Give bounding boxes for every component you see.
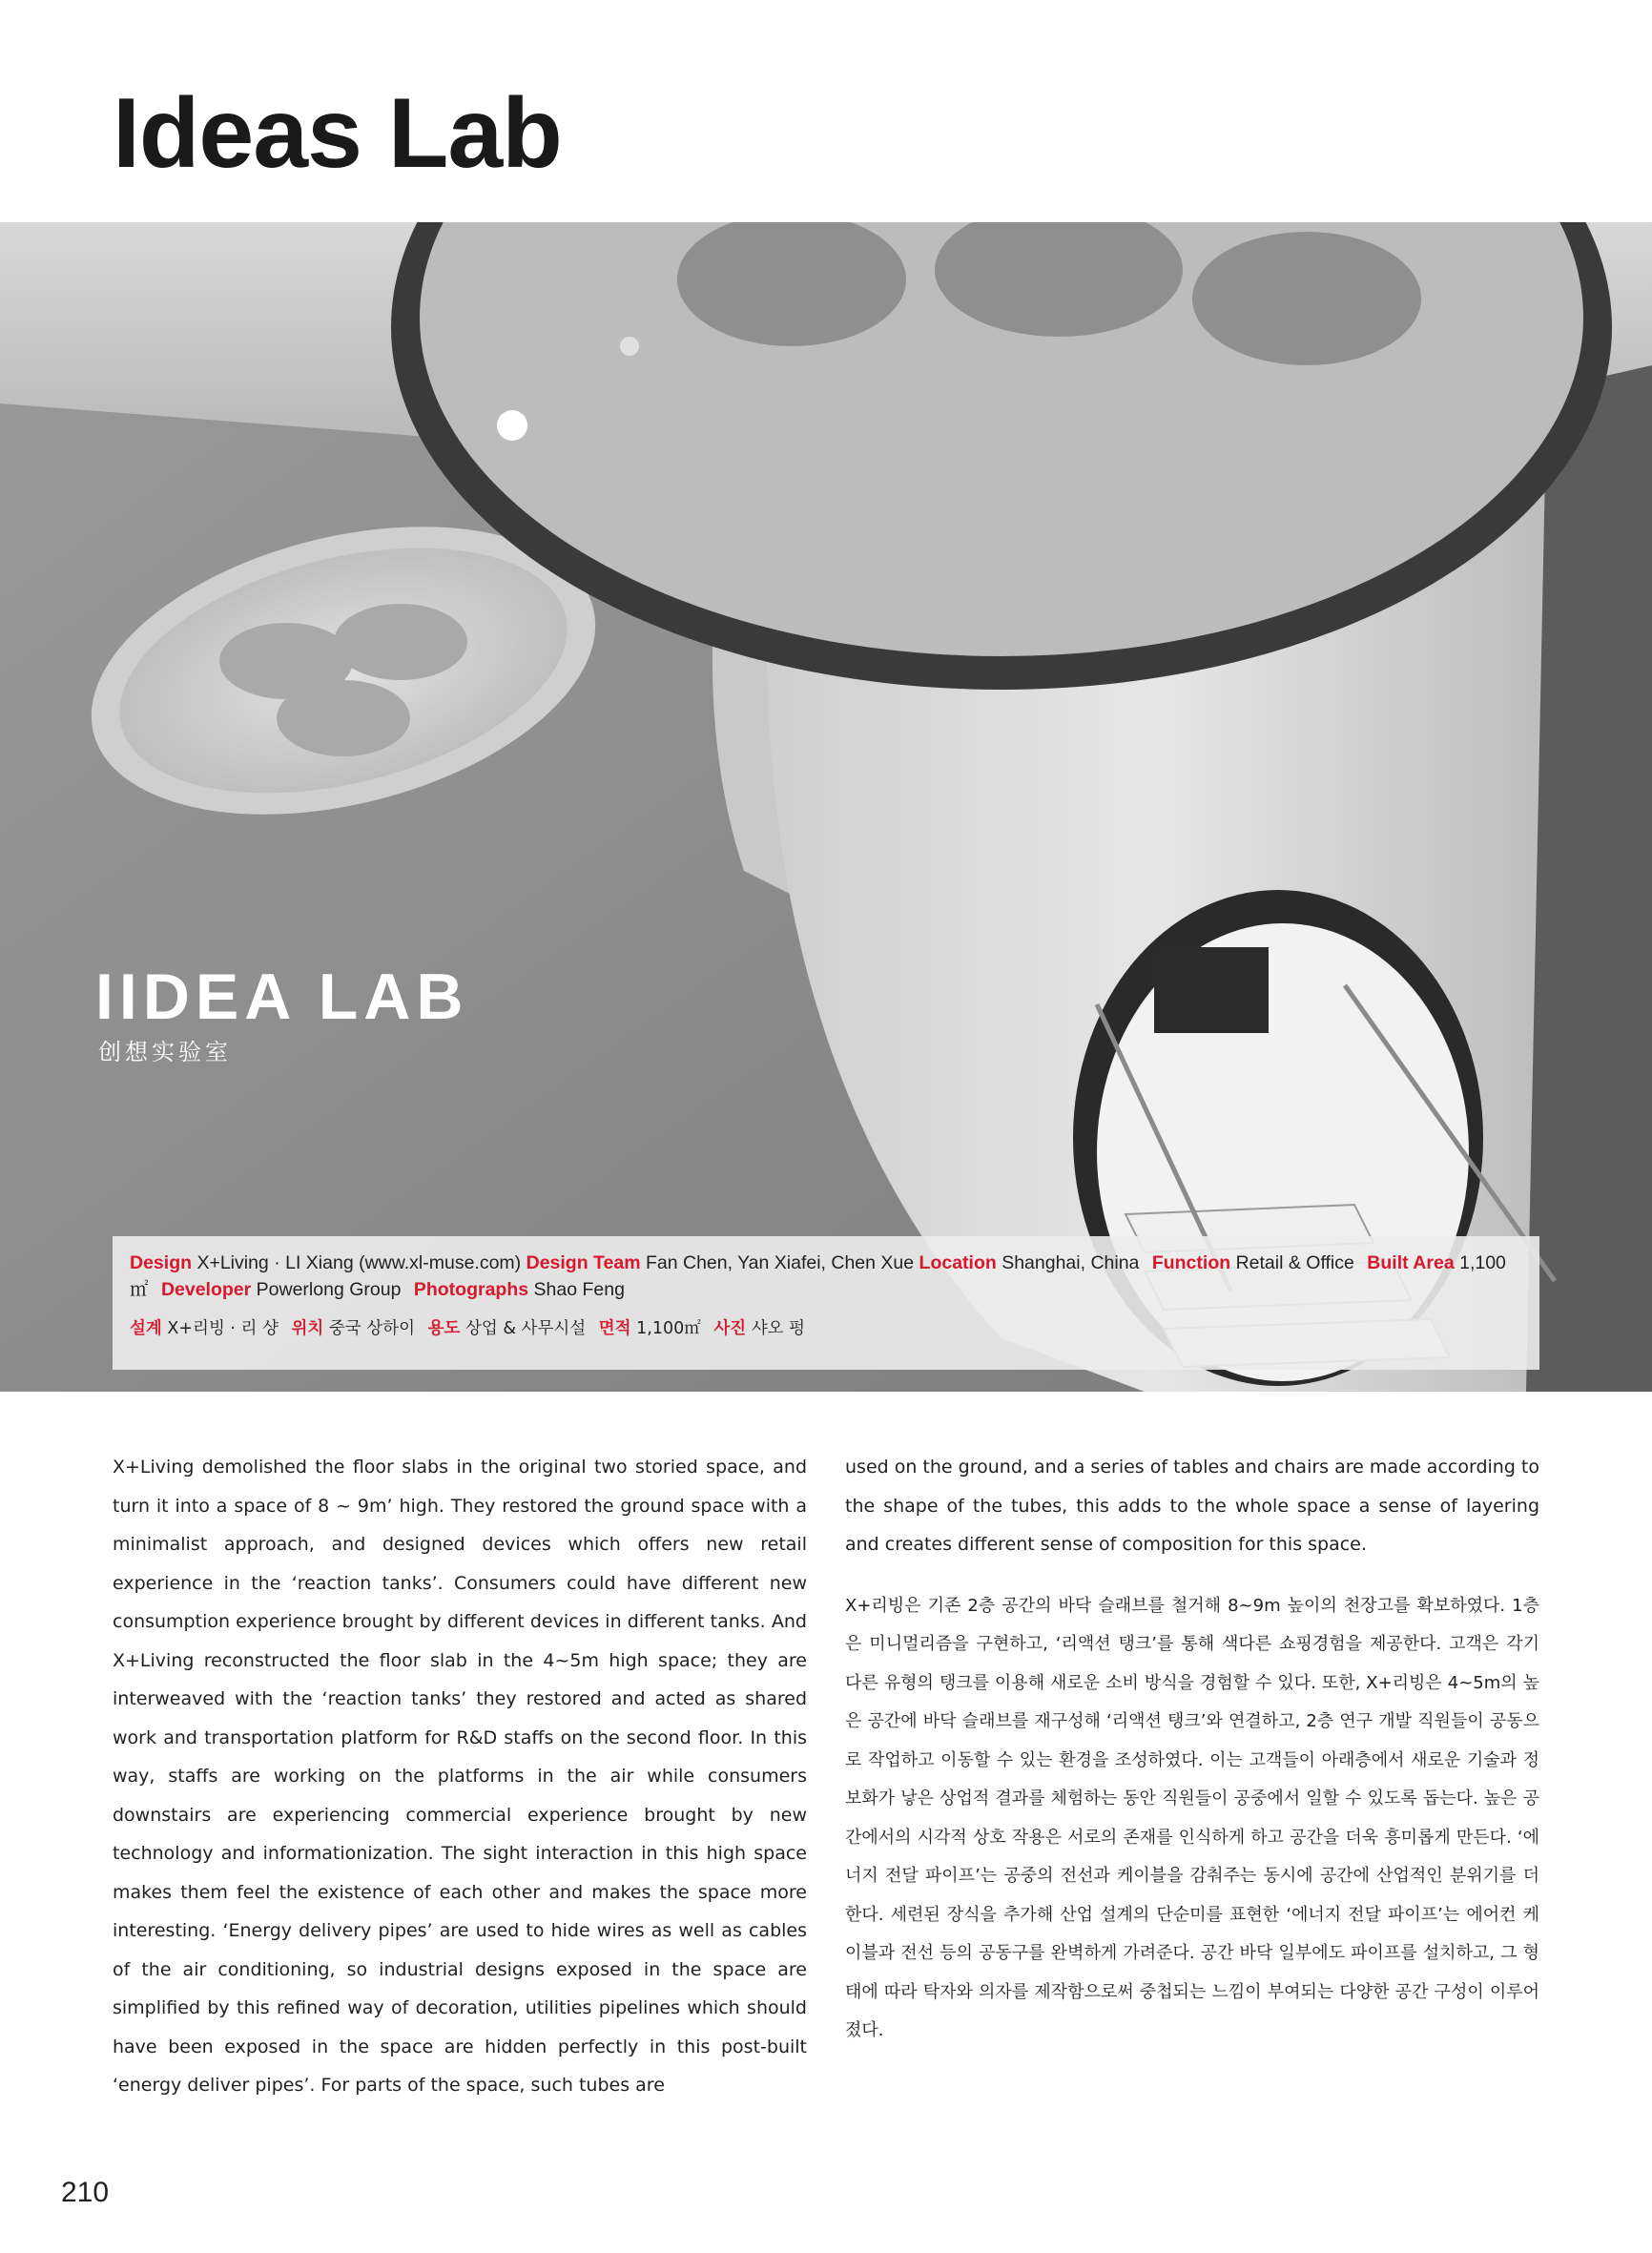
credit-label: Design — [130, 1252, 193, 1273]
credits-box — [113, 1236, 1539, 1370]
credits-korean — [130, 1317, 1522, 1341]
credit-value: 1,100㎡ — [636, 1318, 701, 1338]
body-column-right — [845, 1448, 1539, 2051]
credit-value: X+Living · LI Xiang (www.xl-muse.com) — [196, 1252, 522, 1273]
ceiling-light — [620, 337, 639, 356]
body-column-left — [113, 1448, 807, 2105]
credit-label: 면적 — [598, 1318, 631, 1338]
article-title: Ideas Lab — [113, 78, 562, 189]
ceiling-light — [497, 410, 527, 441]
credit-value: Shao Feng — [533, 1279, 625, 1301]
credit-label: 사진 — [713, 1318, 747, 1338]
credit-label: Design Team — [526, 1252, 641, 1273]
body-text-english-continued: used on the ground, and a series of tables and chairs are made according to the shape of the tubes, this adds to the whole space a sense of layering and creates different sense of composition for this space. — [845, 1457, 1539, 1555]
credit-value: 샤오 펑 — [751, 1318, 805, 1338]
credit-value: Retail & Office — [1235, 1252, 1354, 1273]
credit-value: 상업 & 사무시설 — [465, 1318, 587, 1338]
credit-label: 용도 — [427, 1318, 461, 1338]
credit-value: 중국 상하이 — [328, 1318, 415, 1338]
credit-label: Built Area — [1367, 1252, 1455, 1273]
page-number: 210 — [61, 2177, 110, 2208]
credit-label: 설계 — [130, 1318, 162, 1338]
credit-label: Photographs — [413, 1279, 529, 1301]
interior-photo — [0, 222, 1652, 1392]
credits-english — [130, 1250, 1522, 1304]
credit-label: Location — [919, 1252, 997, 1273]
credit-label: Function — [1151, 1252, 1231, 1273]
sign-chinese: 创想实验室 — [98, 1039, 232, 1065]
credit-label: 위치 — [291, 1318, 324, 1338]
credit-value: X+리빙 · 리 샹 — [167, 1318, 279, 1338]
body-text-korean: X+리빙은 기존 2층 공간의 바닥 슬래브를 철거해 8~9m 높이의 천장고를 확보하였다. 1층은 미니멀리즘을 구현하고, ‘리액션 탱크’를 통해 색다른 쇼핑경험을 제공한다. 고객은 각기 다른 유형의 탱크를 이용해 새로운 소비 방식을 경험할 수 있다. 또한, X+리빙은 4~5m의 높은 공간에 바닥 슬래브를 재구성해 ‘리액션 탱크’와 연결하고, 2층 연구 개발 직원들이 공동으로 작업하고 이동할 수 있는 환경을 조성하였다. 이는 고객들이 아래층에서 새로운 기술과 정보화가 낳은 상업적 결과를 체험하는 동안 직원들이 공중에서 일할 수 있도록 돕는다. 높은 공간에서의 시각적 상호 작용은 서로의 존재를 인식하게 하고 공간을 더욱 흥미롭게 만든다. ‘에너지 전달 파이프’는 공중의 전선과 케이블을 감춰주는 동시에 공간에 산업적인 분위기를 더한다. 세련된 장식을 추가해 산업 설계의 단순미를 표현한 ‘에너지 전달 파이프’는 에어컨 케이블과 전선 등의 공동구를 완벽하게 가려준다. 공간 바닥 일부에도 파이프를 설치하고, 그 형태에 따라 탁자와 의자를 제작함으로써 중첩되는 느낌이 부여되는 다양한 공간 구성이 이루어졌다. — [845, 1595, 1539, 2040]
credit-value: 1,100㎡ — [130, 1252, 1506, 1301]
credit-label: Developer — [160, 1279, 252, 1301]
credit-value: Shanghai, China — [1002, 1252, 1140, 1273]
body-text-english: X+Living demolished the floor slabs in the original two storied space, and turn it into a space of 8 ~ 9m’ high. They restored the ground space with a minimalist approach, and designed devices which offers new retail experience in the ‘reaction tanks’. Consumers could have different new consumption experience brought by different devices in different tanks. And X+Living reconstructed the floor slab in the 4~5m high space; they are interweaved with the ‘reaction tanks’ they restored and acted as shared work and transportation platform for R&D staffs on the second floor. In this way, staffs are working on the platforms in the air while consumers downstairs are experiencing commercial experience brought by new technology and informationization. The sight interaction in this high space makes them feel the existence of each other and makes the space more interesting. ‘Energy delivery pipes’ are used to hide wires as well as cables of the air conditioning, so industrial designs exposed in the space are simplified by this refined way of decoration, utilities pipelines which should have been exposed in the space are hidden perfectly in this post-built ‘energy deliver pipes’. For parts of the space, such tubes are — [113, 1457, 807, 2096]
credit-value: Powerlong Group — [256, 1279, 402, 1301]
sign-logo: IIDEA LAB — [95, 961, 469, 1033]
credit-value: Fan Chen, Yan Xiafei, Chen Xue — [645, 1252, 915, 1273]
